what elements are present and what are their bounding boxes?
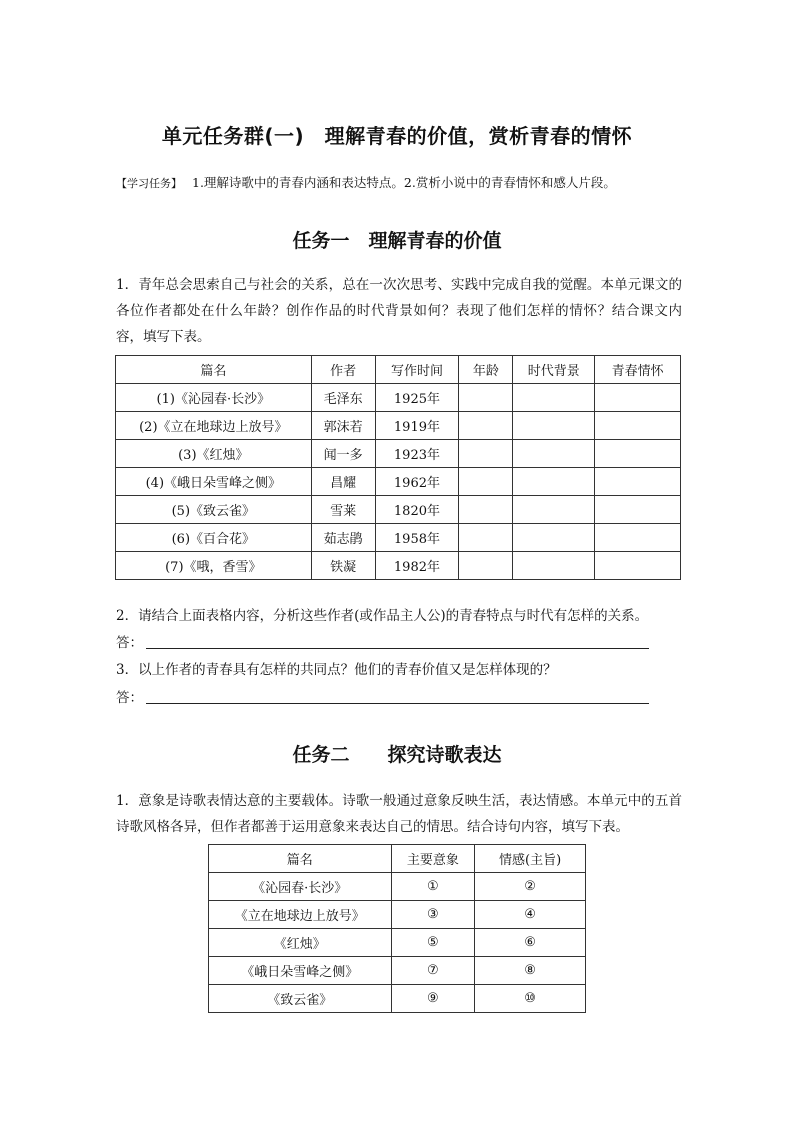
table-row bbox=[209, 957, 586, 985]
cell-background[interactable] bbox=[513, 412, 595, 440]
cell-title: 《致云雀》 bbox=[209, 985, 392, 1013]
cell-emotion[interactable]: ⑧ bbox=[475, 957, 586, 985]
cell-title: (7)《哦，香雪》 bbox=[116, 552, 312, 580]
cell-title: (5)《致云雀》 bbox=[116, 496, 312, 524]
cell-background[interactable] bbox=[513, 496, 595, 524]
cell-emotion[interactable]: ⑥ bbox=[475, 929, 586, 957]
cell-sentiment[interactable] bbox=[595, 552, 681, 580]
column-header: 青春情怀 bbox=[595, 356, 681, 384]
task1-question-3: 3．以上作者的青春具有怎样的共同点？他们的青春价值又是怎样体现的？ bbox=[116, 662, 557, 678]
cell-title: (1)《沁园春·长沙》 bbox=[116, 384, 312, 412]
cell-author: 雪莱 bbox=[311, 496, 375, 524]
table-row bbox=[116, 468, 681, 496]
cell-author: 昌耀 bbox=[311, 468, 375, 496]
learning-task bbox=[116, 173, 616, 191]
task2-table bbox=[208, 844, 586, 1013]
cell-title: 《峨日朵雪峰之侧》 bbox=[209, 957, 392, 985]
cell-age[interactable] bbox=[459, 468, 513, 496]
table-row bbox=[116, 384, 681, 412]
cell-emotion[interactable]: ② bbox=[475, 873, 586, 901]
cell-year: 1925年 bbox=[375, 384, 459, 412]
cell-emotion[interactable]: ⑩ bbox=[475, 985, 586, 1013]
cell-age[interactable] bbox=[459, 412, 513, 440]
cell-sentiment[interactable] bbox=[595, 384, 681, 412]
cell-age[interactable] bbox=[459, 496, 513, 524]
column-header: 作者 bbox=[311, 356, 375, 384]
cell-imagery[interactable]: ⑦ bbox=[391, 957, 475, 985]
answer-label: 答： bbox=[116, 635, 143, 651]
cell-author: 郭沫若 bbox=[311, 412, 375, 440]
table-row bbox=[116, 412, 681, 440]
cell-age[interactable] bbox=[459, 440, 513, 468]
task1-heading: 任务一 理解青春的价值 bbox=[292, 230, 502, 252]
cell-year: 1962年 bbox=[375, 468, 459, 496]
task2-question-1: 1．意象是诗歌表情达意的主要载体。诗歌一般通过意象反映生活，表达情感。本单元中的五首诗歌风格各异，但作者都善于运用意象来表达自己的情思。结合诗句内容，填写下表。 bbox=[116, 793, 682, 835]
cell-imagery[interactable]: ③ bbox=[391, 901, 475, 929]
column-header: 篇名 bbox=[116, 356, 312, 384]
cell-sentiment[interactable] bbox=[595, 496, 681, 524]
table-row bbox=[209, 873, 586, 901]
cell-author: 茹志鹃 bbox=[311, 524, 375, 552]
table-row bbox=[209, 901, 586, 929]
cell-year: 1820年 bbox=[375, 496, 459, 524]
cell-year: 1923年 bbox=[375, 440, 459, 468]
table-row bbox=[116, 524, 681, 552]
cell-author: 铁凝 bbox=[311, 552, 375, 580]
column-header: 篇名 bbox=[209, 845, 392, 873]
column-header: 年龄 bbox=[459, 356, 513, 384]
cell-title: (6)《百合花》 bbox=[116, 524, 312, 552]
task1-question-1: 1．青年总会思索自己与社会的关系，总在一次次思考、实践中完成自我的觉醒。本单元课文的各位作者都处在什么年龄？创作作品的时代背景如何？表现了他们怎样的情怀？结合课文内容，填写下表。 bbox=[116, 277, 682, 345]
learning-task-text: 1.理解诗歌中的青春内涵和表达特点。2.赏析小说中的青春情怀和感人片段。 bbox=[192, 175, 616, 190]
column-header: 时代背景 bbox=[513, 356, 595, 384]
cell-author: 闻一多 bbox=[311, 440, 375, 468]
cell-sentiment[interactable] bbox=[595, 412, 681, 440]
cell-title: (3)《红烛》 bbox=[116, 440, 312, 468]
cell-age[interactable] bbox=[459, 384, 513, 412]
cell-background[interactable] bbox=[513, 440, 595, 468]
page-title: 单元任务群(一) 理解青春的价值，赏析青春的情怀 bbox=[161, 124, 633, 148]
column-header: 情感(主旨) bbox=[475, 845, 586, 873]
table-header-row bbox=[116, 356, 681, 384]
task2-heading: 任务二 探究诗歌表达 bbox=[292, 744, 502, 766]
cell-year: 1919年 bbox=[375, 412, 459, 440]
column-header: 写作时间 bbox=[375, 356, 459, 384]
table-row bbox=[209, 929, 586, 957]
cell-sentiment[interactable] bbox=[595, 468, 681, 496]
cell-year: 1958年 bbox=[375, 524, 459, 552]
answer-label: 答： bbox=[116, 690, 143, 706]
cell-imagery[interactable]: ⑤ bbox=[391, 929, 475, 957]
cell-title: 《立在地球边上放号》 bbox=[209, 901, 392, 929]
cell-year: 1982年 bbox=[375, 552, 459, 580]
table-header-row bbox=[209, 845, 586, 873]
column-header: 主要意象 bbox=[391, 845, 475, 873]
cell-background[interactable] bbox=[513, 552, 595, 580]
cell-sentiment[interactable] bbox=[595, 440, 681, 468]
cell-age[interactable] bbox=[459, 524, 513, 552]
cell-background[interactable] bbox=[513, 384, 595, 412]
cell-author: 毛泽东 bbox=[311, 384, 375, 412]
cell-title: (4)《峨日朵雪峰之侧》 bbox=[116, 468, 312, 496]
cell-emotion[interactable]: ④ bbox=[475, 901, 586, 929]
answer-line[interactable] bbox=[146, 703, 649, 704]
learning-task-tag: 【学习任务】 bbox=[116, 177, 182, 190]
cell-age[interactable] bbox=[459, 552, 513, 580]
table-row bbox=[116, 552, 681, 580]
cell-imagery[interactable]: ⑨ bbox=[391, 985, 475, 1013]
cell-sentiment[interactable] bbox=[595, 524, 681, 552]
cell-title: 《沁园春·长沙》 bbox=[209, 873, 392, 901]
answer-line[interactable] bbox=[146, 648, 649, 649]
cell-imagery[interactable]: ① bbox=[391, 873, 475, 901]
cell-title: (2)《立在地球边上放号》 bbox=[116, 412, 312, 440]
cell-background[interactable] bbox=[513, 468, 595, 496]
table-row bbox=[209, 985, 586, 1013]
task1-question-2: 2．请结合上面表格内容，分析这些作者(或作品主人公)的青春特点与时代有怎样的关系。 bbox=[116, 608, 649, 624]
task1-table bbox=[115, 355, 681, 580]
cell-title: 《红烛》 bbox=[209, 929, 392, 957]
table-row bbox=[116, 496, 681, 524]
cell-background[interactable] bbox=[513, 524, 595, 552]
table-row bbox=[116, 440, 681, 468]
